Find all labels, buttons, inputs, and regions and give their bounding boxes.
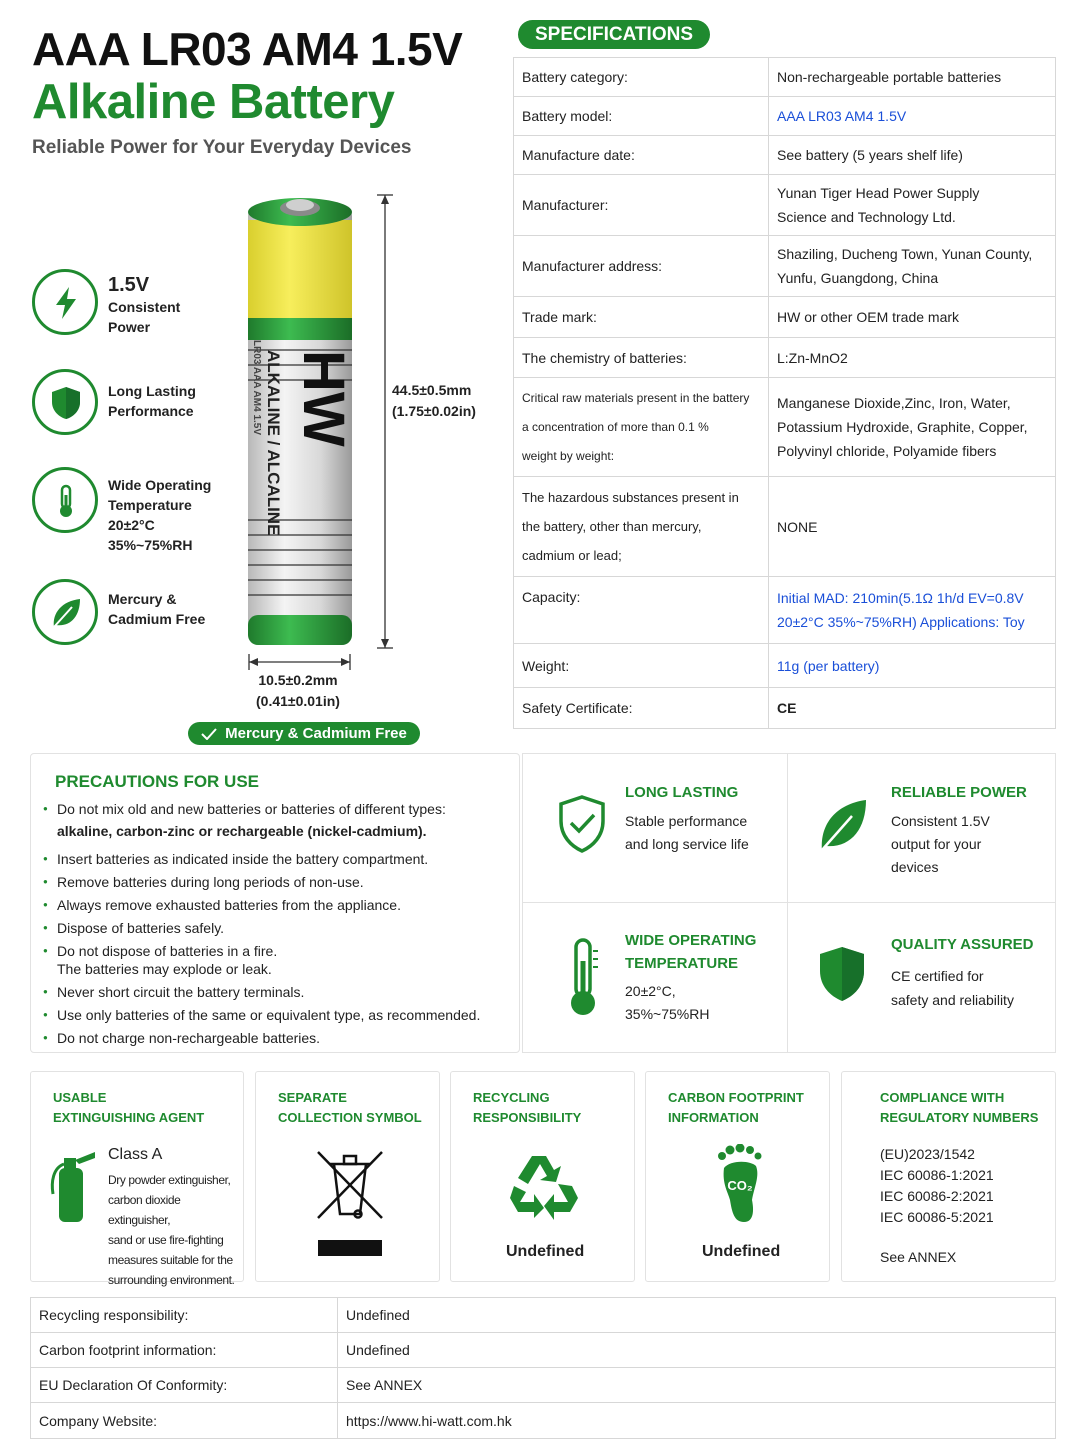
- fire-extinguisher-icon: [49, 1148, 99, 1224]
- feature-wide-temperature: [32, 467, 222, 553]
- battery-brand: HW: [291, 350, 356, 447]
- battery-model-link[interactable]: AAA LR03 AM4 1.5V: [777, 108, 907, 124]
- feature-consistent-power: [32, 269, 222, 339]
- table-row: Company Website: https://www.hi-watt.com.hk: [31, 1403, 1055, 1438]
- table-row: Safety Certificate: CE: [514, 688, 1055, 728]
- table-row: Manufacture date: See battery (5 years shelf life): [514, 136, 1055, 175]
- co2-label: CO₂: [727, 1178, 753, 1193]
- highlight-reliable-power: RELIABLE POWER Consistent 1.5V output for your devices: [788, 754, 1053, 902]
- table-row: Critical raw materials present in the battery a concentration of more than 0.1 % weight by weight: Manganese Dioxide,Zinc, Iron, Water, Potassium Hydroxide, Graphite, Copper, Polyvinyl chloride, Polyamide fibers: [514, 378, 1055, 477]
- precautions-heading: PRECAUTIONS FOR USE: [55, 772, 260, 791]
- feature-label: 20±2°C: [108, 517, 155, 533]
- table-row: EU Declaration Of Conformity: See ANNEX: [31, 1368, 1055, 1403]
- table-row: Recycling responsibility: Undefined: [31, 1298, 1055, 1333]
- width-dimension: 10.5±0.2mm (0.41±0.01in): [256, 672, 340, 709]
- table-row: Battery model: AAA LR03 AM4 1.5V: [514, 97, 1055, 136]
- list-item: ● Never short circuit the battery terminals.: [43, 983, 513, 1001]
- table-row: Capacity: Initial MAD: 210min(5.1Ω 1h/d EV=0.8V 20±2°C 35%~75%RH) Applications: Toy: [514, 577, 1055, 644]
- feature-label: Power: [108, 319, 151, 335]
- specifications-table: [513, 57, 1056, 729]
- feature-label: Mercury &: [108, 591, 177, 607]
- thermometer-icon: [565, 937, 601, 1019]
- info-table: [30, 1297, 1056, 1439]
- mercury-free-badge: Mercury & Cadmium Free: [188, 722, 420, 745]
- list-item: ● Always remove exhausted batteries from the appliance.: [43, 896, 513, 914]
- feature-label: Performance: [108, 403, 194, 419]
- feature-label: Cadmium Free: [108, 611, 206, 627]
- specifications-heading: SPECIFICATIONS: [518, 20, 710, 49]
- checkmark-icon: [201, 728, 217, 740]
- table-row: Battery category: Non-rechargeable portable batteries: [514, 58, 1055, 97]
- feature-mercury-free: [32, 579, 222, 649]
- class-label: Class A: [108, 1146, 163, 1163]
- table-row: Manufacturer address: Shaziling, Ducheng Town, Yunan County, Yunfu, Guangdong, China: [514, 236, 1055, 297]
- battery-label: ALKALINE / ALCALINE: [264, 350, 283, 536]
- shield-check-icon: [557, 794, 607, 854]
- leaf-icon: [818, 798, 868, 852]
- carbon-value: Undefined: [702, 1243, 781, 1260]
- battery-small-label: LR03 AAA AM4 1.5V: [251, 340, 262, 436]
- feature-label: 35%~75%RH: [108, 537, 193, 553]
- feature-long-lasting: [32, 369, 222, 439]
- list-item: ● Dispose of batteries safely.: [43, 919, 513, 937]
- annex-label: See ANNEX: [880, 1249, 957, 1265]
- height-dimension: 44.5±0.5mm (1.75±0.02in): [392, 382, 476, 419]
- card-carbon-footprint: CARBON FOOTPRINT INFORMATION CO₂ Undefined: [645, 1071, 830, 1282]
- table-row: The hazardous substances present in the battery, other than mercury, cadmium or lead; NONE: [514, 477, 1055, 577]
- recycle-icon: [506, 1150, 582, 1222]
- leaf-icon: [32, 579, 98, 645]
- highlights-grid: [522, 753, 1056, 1053]
- feature-label: Wide Operating: [108, 477, 212, 493]
- list-item: ● Insert batteries as indicated inside the battery compartment.: [43, 850, 513, 868]
- product-title: AAA LR03 AM4 1.5V: [32, 23, 463, 75]
- table-row: Weight: 11g (per battery): [514, 644, 1055, 688]
- card-collection-symbol: SEPARATE COLLECTION SYMBOL: [255, 1071, 440, 1282]
- product-subtitle: Reliable Power for Your Everyday Devices: [32, 137, 412, 158]
- dimension-lines: [240, 190, 410, 680]
- recycling-value: Undefined: [506, 1243, 585, 1260]
- card-recycling-responsibility: RECYCLING RESPONSIBILITY Undefined: [450, 1071, 635, 1282]
- product-type-title: Alkaline Battery: [32, 75, 395, 129]
- table-row: Trade mark: HW or other OEM trade mark: [514, 297, 1055, 338]
- precautions-panel: [30, 753, 520, 1053]
- card-regulatory-compliance: COMPLIANCE WITH REGULATORY NUMBERS (EU)2023/1542 IEC 60086-1:2021 IEC 60086-2:2021 IEC 60086-5:2021 See ANNEX: [841, 1071, 1056, 1282]
- card-extinguishing-agent: USABLE EXTINGUISHING AGENT Class A Dry powder extinguisher, carbon dioxide extinguisher, sand or use fire-fighting measures suitable for the surrounding environment.: [30, 1071, 244, 1282]
- list-item: ● Use only batteries of the same or equivalent type, as recommended.: [43, 1006, 513, 1024]
- highlight-quality-assured: QUALITY ASSURED CE certified for safety and reliability: [788, 903, 1053, 1051]
- highlight-long-lasting: LONG LASTING Stable performance and long service life: [523, 754, 788, 902]
- highlight-wide-temperature: WIDE OPERATING TEMPERATURE 20±2°C, 35%~75%RH: [523, 903, 788, 1051]
- list-item: ● Remove batteries during long periods of non-use.: [43, 873, 513, 891]
- shield-icon: [818, 945, 866, 1003]
- footprint-icon: [716, 1144, 764, 1224]
- table-row: Carbon footprint information: Undefined: [31, 1333, 1055, 1368]
- table-row: Manufacturer: Yunan Tiger Head Power Supply Science and Technology Ltd.: [514, 175, 1055, 236]
- lightning-icon: [32, 269, 98, 335]
- list-item: ● Do not mix old and new batteries or batteries of different types: alkaline, carbon-zinc or rechargeable (nickel-cadmium).: [43, 800, 513, 840]
- crossed-bin-icon: [314, 1148, 386, 1258]
- feature-label: Consistent: [108, 299, 181, 315]
- thermometer-icon: [32, 467, 98, 533]
- feature-voltage: 1.5V: [108, 274, 150, 296]
- feature-label: Long Lasting: [108, 383, 196, 399]
- table-row: The chemistry of batteries: L:Zn-MnO2: [514, 338, 1055, 378]
- list-item: ● Do not dispose of batteries in a fire. The batteries may explode or leak.: [43, 942, 513, 978]
- feature-label: Temperature: [108, 497, 192, 513]
- company-website-link[interactable]: https://www.hi-watt.com.hk: [346, 1412, 512, 1429]
- shield-icon: [32, 369, 98, 435]
- list-item: ● Do not charge non-rechargeable batteries.: [43, 1029, 513, 1047]
